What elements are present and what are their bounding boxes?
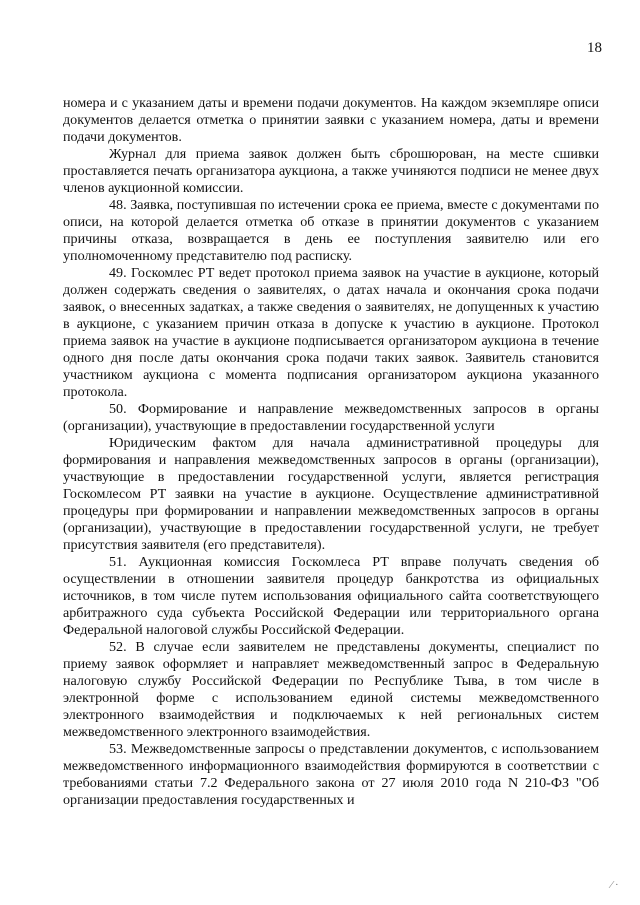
paragraph-journal: Журнал для приема заявок должен быть сброшюрован, на месте сшивки проставляется печать организатора аукциона, а также учиняются подписи не менее двух членов аукционной комиссии.	[63, 146, 599, 196]
paragraph-49: 49. Госкомлес РТ ведет протокол приема заявок на участие в аукционе, который должен содержать сведения о заявителях, о датах начала и окончания срока подачи заявок, о внесенных задатках, а также сведения о заявителях, не допущенных к участию в аукционе, с указанием причин отказа в допуске к участию в аукционе. Протокол приема заявок на участие в аукционе подписывается организатором аукциона в течение одного дня после даты окончания срока подачи таких заявок. Заявитель становится участником аукциона с момента подписания организатором аукциона указанного протокола.	[63, 265, 599, 400]
paragraph-48: 48. Заявка, поступившая по истечении срока ее приема, вместе с документами по описи, на которой делается отметка об отказе в принятии документов с указанием причины отказа, возвращается в день ее поступления заявителю или его уполномоченному представителю под расписку.	[63, 197, 599, 264]
paragraph-50-body: Юридическим фактом для начала административной процедуры для формирования и направления межведомственных запросов в органы (организации), участвующие в предоставлении государственной услуги, является регистрация Госкомлесом РТ заявки на участие в аукционе. Осуществление административной процедуры при формировании и направлении межведомственных запросов в органы (организации), участвующие в предоставлении государственной услуги, не требует присутствия заявителя (его представителя).	[63, 435, 599, 553]
scan-mark: ⁄ ·	[610, 879, 618, 891]
paragraph-continuation: номера и с указанием даты и времени подачи документов. На каждом экземпляре описи документов делается отметка о принятии заявки с указанием номера, даты и времени подачи документов.	[63, 95, 599, 145]
document-body	[63, 95, 599, 809]
paragraph-52: 52. В случае если заявителем не представлены документы, специалист по приему заявок оформляет и направляет межведомственный запрос в Федеральную налоговую службу Российской Федерации по Республике Тыва, в том числе в электронной форме с использованием единой системы межведомственного электронного взаимодействия и подключаемых к ней региональных систем межведомственного электронного взаимодействия.	[63, 639, 599, 740]
paragraph-53: 53. Межведомственные запросы о представлении документов, с использованием межведомственного информационного взаимодействия формируются в соответствии с требованиями статьи 7.2 Федерального закона от 27 июля 2010 года N 210-ФЗ "Об организации предоставления государственных и	[63, 741, 599, 808]
page-number: 18	[587, 40, 602, 56]
paragraph-50-heading: 50. Формирование и направление межведомственных запросов в органы (организации), участвующие в предоставлении государственной услуги	[63, 401, 599, 434]
paragraph-51: 51. Аукционная комиссия Госкомлеса РТ вправе получать сведения об осуществлении в отношении заявителя процедур банкротства из официальных источников, в том числе путем использования официального сайта соответствующего арбитражного суда субъекта Российской Федерации или территориального органа Федеральной налоговой службы Российской Федерации.	[63, 554, 599, 638]
